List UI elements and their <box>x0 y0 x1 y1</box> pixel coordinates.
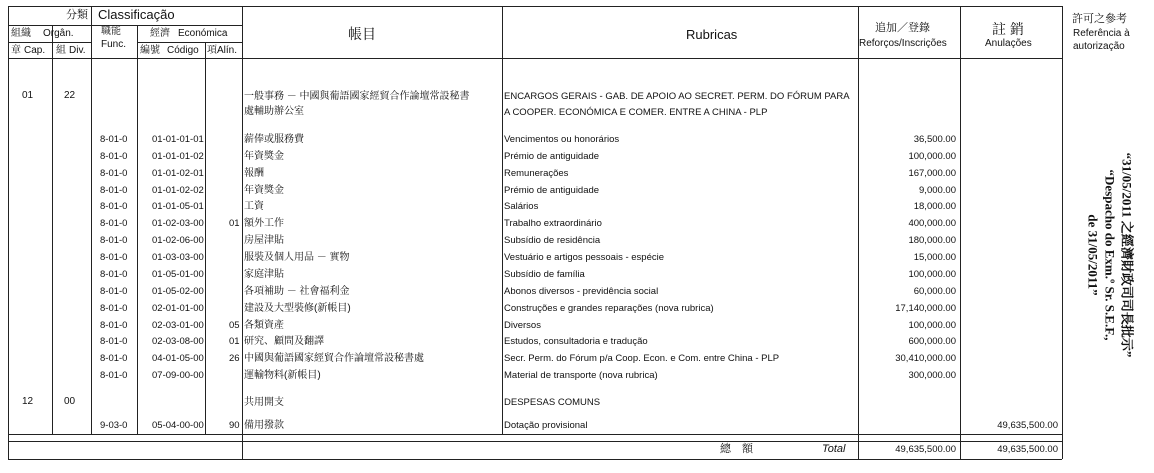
rubric-zh: 建設及大型裝修(新帳目) <box>244 302 351 314</box>
ref-label-pt2: autorização <box>1073 41 1125 52</box>
section-title-pt-2: A COOPER. ECONÓMICA E COMER. ENTRE A CHINA - PLP <box>504 107 768 118</box>
rubric-zh: 服裝及個人用品 － 實物 <box>244 252 350 264</box>
rubric-pt: Vestuário e artigos pessoais - espécie <box>504 252 665 264</box>
rubric-zh: 年資獎金 <box>244 150 284 162</box>
div-label-pt: Div. <box>69 45 86 56</box>
table-row <box>0 131 1065 148</box>
alin-label-pt: Alín. <box>217 45 238 56</box>
rubric-pt: Subsídio de família <box>504 268 585 280</box>
reforco-amount: 15,000.00 <box>913 252 956 264</box>
classification-label-zh: 分類 <box>66 9 88 21</box>
func-code: 8-01-0 <box>100 370 128 382</box>
table-row <box>0 182 1065 199</box>
reforco-amount: 30,410,000.00 <box>895 353 956 365</box>
reforco-amount: 400,000.00 <box>908 218 956 230</box>
classification-label-pt: Classificação <box>98 7 175 22</box>
section-title-zh: 共用開支 <box>244 397 284 408</box>
rubric-pt: Subsídio de residência <box>504 235 601 247</box>
rubric-zh: 薪俸或服務費 <box>244 134 304 145</box>
total-label-pt: Total <box>822 443 846 455</box>
cap-value: 01 <box>22 90 34 101</box>
section-title-pt-1: ENCARGOS GERAIS - GAB. DE APOIO AO SECRET. PERM. DO FÓRUM PARA <box>504 91 850 102</box>
codigo-label-zh: 編號 <box>140 45 160 56</box>
table-row <box>0 367 1065 384</box>
reforco-amount: 600,000.00 <box>908 336 956 348</box>
econ-code: 01-01-02-01 <box>152 167 204 179</box>
anul-label-zh: 註 銷 <box>992 21 1024 37</box>
econ-code: 01-01-05-01 <box>152 201 204 213</box>
table-row <box>0 333 1065 350</box>
rubric-zh: 備用撥款 <box>244 420 284 431</box>
rubric-zh: 各類資產 <box>244 319 284 331</box>
rubric-pt: Abonos diversos - previdência social <box>504 285 659 297</box>
organ-label-pt: Orgân. <box>43 28 74 39</box>
rubric-zh: 家庭津貼 <box>244 268 284 280</box>
func-code: 8-01-0 <box>100 184 128 196</box>
div-value: 22 <box>64 90 76 101</box>
econ-code: 01-05-01-00 <box>152 268 204 280</box>
econ-label-zh: 經濟 <box>150 28 170 39</box>
ref-label-zh: 許可之參考 <box>1072 13 1127 25</box>
econ-label-pt: Económica <box>178 28 228 39</box>
econ-code: 07-09-00-00 <box>152 370 204 382</box>
reforco-amount: 9,000.00 <box>919 184 956 196</box>
func-code: 8-01-0 <box>100 285 128 297</box>
econ-code: 01-02-06-00 <box>152 235 204 247</box>
table-row <box>0 283 1065 300</box>
total-anulacao: 49,635,500.00 <box>997 444 1058 455</box>
econ-code: 01-02-03-00 <box>152 218 204 230</box>
func-code: 8-01-0 <box>100 252 128 264</box>
div-label-zh: 組 <box>56 45 66 56</box>
func-code: 8-01-0 <box>100 336 128 348</box>
func-code: 8-01-0 <box>100 201 128 213</box>
cap-value: 12 <box>22 396 34 407</box>
ref-label-pt1: Referência à <box>1073 28 1130 39</box>
authorization-reference <box>1070 130 1150 380</box>
table-row <box>0 266 1065 283</box>
rubric-zh: 年資獎金 <box>244 184 284 196</box>
rubric-label-pt: Rubricas <box>686 27 738 42</box>
cap-label-pt: Cap. <box>24 45 46 56</box>
codigo-label-pt: Código <box>167 45 199 56</box>
reference-line-2: “Despacho do Exm.º Sr. S.E.F., <box>1102 169 1118 341</box>
rubric-zh: 研究、顧問及翻譯 <box>244 336 324 348</box>
reforco-amount: 18,000.00 <box>913 201 956 213</box>
rubric-pt: Trabalho extraordinário <box>504 218 602 230</box>
rubric-pt: Salários <box>504 201 539 213</box>
total-reforco: 49,635,500.00 <box>895 444 956 455</box>
table-row <box>0 165 1065 182</box>
rubric-pt: Construções e grandes reparações (nova rubrica) <box>504 302 714 314</box>
func-code: 8-01-0 <box>100 150 128 162</box>
table-row <box>0 300 1065 317</box>
func-code: 8-01-0 <box>100 218 128 230</box>
econ-code: 01-01-02-02 <box>152 184 204 196</box>
econ-code: 05-04-00-00 <box>152 420 204 431</box>
func-code: 8-01-0 <box>100 353 128 365</box>
func-code: 8-01-0 <box>100 319 128 331</box>
alinea: 90 <box>229 420 240 431</box>
func-code: 8-01-0 <box>100 268 128 280</box>
alinea: 05 <box>229 319 240 331</box>
rubric-zh: 運輸物料(新帳目) <box>244 370 321 382</box>
reference-line-1: “31/05/2011 之經濟財政司司長批示” <box>1119 152 1135 358</box>
reference-line-3: de 31/05/2011” <box>1085 214 1101 296</box>
alinea: 01 <box>229 336 240 348</box>
total-label-zh: 總 額 <box>720 443 753 455</box>
reforco-label-pt: Reforços/Inscrições <box>859 38 947 49</box>
alin-label-zh: 項 <box>207 45 217 56</box>
reforco-amount: 300,000.00 <box>908 370 956 382</box>
econ-code: 02-03-08-00 <box>152 336 204 348</box>
anulacao-amount: 49,635,500.00 <box>997 420 1058 431</box>
div-value: 00 <box>64 396 76 407</box>
rubric-pt: Diversos <box>504 319 541 331</box>
cap-label-zh: 章 <box>11 45 21 56</box>
func-label-zh: 職能 <box>101 26 121 37</box>
rubric-pt: Dotação provisional <box>504 420 588 431</box>
func-code: 9-03-0 <box>100 420 128 431</box>
econ-code: 01-01-01-01 <box>152 134 204 145</box>
reforco-amount: 100,000.00 <box>908 319 956 331</box>
alinea: 26 <box>229 353 240 365</box>
rubric-pt: Remunerações <box>504 167 569 179</box>
reforco-label-zh: 追加／登錄 <box>875 22 930 34</box>
func-code: 8-01-0 <box>100 302 128 314</box>
reforco-amount: 180,000.00 <box>908 235 956 247</box>
func-code: 8-01-0 <box>100 167 128 179</box>
econ-code: 01-03-03-00 <box>152 252 204 264</box>
econ-code: 01-01-01-02 <box>152 150 204 162</box>
table-row <box>0 350 1065 367</box>
table-row <box>0 232 1065 249</box>
reforco-amount: 167,000.00 <box>908 167 956 179</box>
func-label-pt: Func. <box>101 39 127 50</box>
reforco-amount: 100,000.00 <box>908 268 956 280</box>
table-row <box>0 148 1065 165</box>
rubric-zh: 報酬 <box>244 167 264 179</box>
econ-code: 01-05-02-00 <box>152 285 204 297</box>
rubric-pt: Material de transporte (nova rubrica) <box>504 370 658 382</box>
rubric-zh: 中國與葡語國家經貿合作論壇常設秘書處 <box>244 353 424 365</box>
rubric-pt: Prémio de antiguidade <box>504 150 600 162</box>
table-row <box>0 198 1065 215</box>
section-title-zh-2: 處輔助辦公室 <box>244 106 304 117</box>
anul-label-pt: Anulações <box>985 38 1032 49</box>
rubric-pt: Vencimentos ou honorários <box>504 134 620 145</box>
rubric-zh: 房屋津貼 <box>244 235 284 247</box>
rubric-label-zh: 帳目 <box>348 26 376 42</box>
table-row <box>0 249 1065 266</box>
func-code: 8-01-0 <box>100 134 128 145</box>
rubric-pt: Secr. Perm. do Fórum p/a Coop. Econ. e Com. entre China - PLP <box>504 353 780 365</box>
table-row <box>0 317 1065 334</box>
organ-label-zh: 組織 <box>11 28 31 39</box>
reforco-amount: 17,140,000.00 <box>895 302 956 314</box>
rubric-zh: 各項補助 － 社會福利金 <box>244 285 350 297</box>
rubric-zh: 額外工作 <box>244 218 284 230</box>
reforco-amount: 60,000.00 <box>913 285 956 297</box>
alinea: 01 <box>229 218 240 230</box>
table-row <box>0 215 1065 232</box>
econ-code: 02-03-01-00 <box>152 319 204 331</box>
rubric-pt: Estudos, consultadoria e tradução <box>504 336 648 348</box>
rubric-zh: 工資 <box>244 201 264 213</box>
reforco-amount: 36,500.00 <box>913 134 956 145</box>
econ-code: 02-01-01-00 <box>152 302 204 314</box>
rubric-pt: Prémio de antiguidade <box>504 184 600 196</box>
func-code: 8-01-0 <box>100 235 128 247</box>
reforco-amount: 100,000.00 <box>908 150 956 162</box>
table-row <box>0 417 1065 434</box>
econ-code: 04-01-05-00 <box>152 353 204 365</box>
section-title-zh-1: 一般事務 － 中國與葡語國家經貿合作論壇常設秘書 <box>244 91 470 102</box>
section-title-pt: DESPESAS COMUNS <box>504 397 601 408</box>
